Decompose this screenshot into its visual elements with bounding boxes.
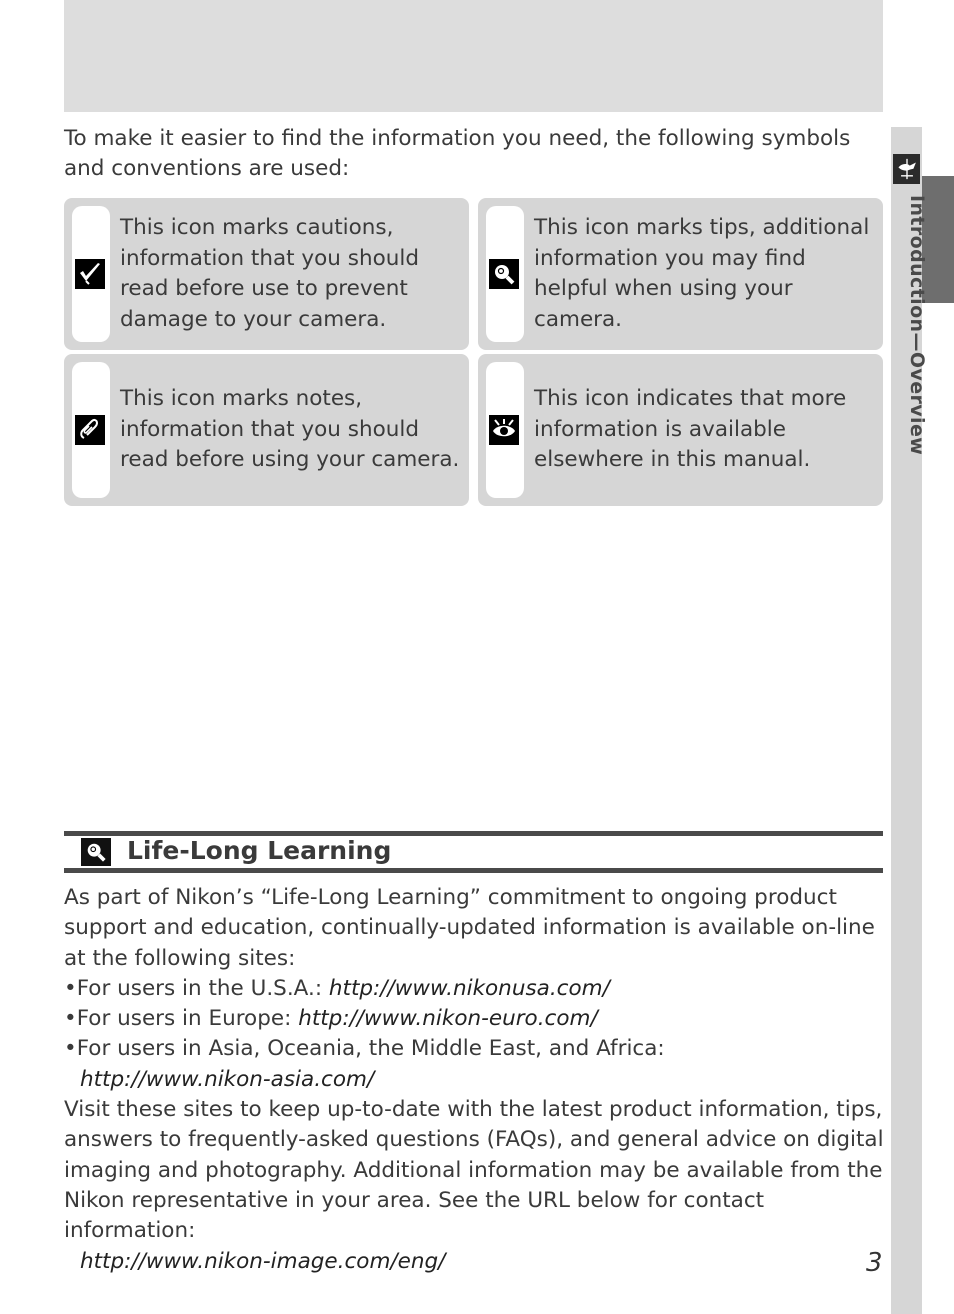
check-mark-icon <box>75 259 105 289</box>
bullet-label: For users in Asia, Oceania, the Middle East, and Africa: <box>76 1036 665 1062</box>
url-line <box>64 1247 884 1277</box>
intro-text: To make it easier to find the information you need, the following symbols and conventions are used: <box>64 126 851 181</box>
list-item: •For users in Asia, Oceania, the Middle East, and Africa: <box>64 1036 665 1062</box>
light-bulb-icon <box>81 838 111 866</box>
list-item: •For users in the U.S.A.: http://www.nikonusa.com/ <box>64 975 610 1001</box>
eye-icon <box>489 415 519 445</box>
memo-note-text: This icon marks notes, information that you should read before using your camera. <box>120 386 460 473</box>
chapter-label: Introduction—Overview <box>906 195 928 456</box>
asia-url-link[interactable]: http://www.nikon-asia.com/ <box>80 1066 375 1092</box>
page-number: 3 <box>866 1248 883 1278</box>
caution-note-card <box>64 198 469 350</box>
header-banner <box>64 0 883 112</box>
bullet-label: For users in Europe: <box>76 1006 292 1032</box>
list-item: •For users in Europe: http://www.nikon-euro.com/ <box>64 1006 598 1032</box>
memo-note-card <box>64 354 469 506</box>
caution-note-text: This icon marks cautions, information that you should read before use to prevent damage to your camera. <box>120 215 419 332</box>
tip-note-text: This icon marks tips, additional information you may find helpful when using your camera. <box>534 215 870 332</box>
bullet-label: For users in the U.S.A.: <box>76 975 323 1001</box>
section-body <box>64 883 884 1277</box>
pencil-icon <box>75 415 105 445</box>
weathervane-icon <box>893 154 920 184</box>
url-line <box>64 1065 884 1095</box>
usa-url-link[interactable]: http://www.nikonusa.com/ <box>328 975 610 1001</box>
reference-note-card <box>478 354 883 506</box>
contact-url-link[interactable]: http://www.nikon-image.com/eng/ <box>80 1248 446 1274</box>
section-title: Life-Long Learning <box>127 836 392 865</box>
section-paragraph: As part of Nikon’s “Life-Long Learning” commitment to ongoing product support and education, continually-updated information is available on-line at the following sites: <box>64 885 875 971</box>
light-bulb-icon <box>489 259 519 289</box>
tip-note-card <box>478 198 883 350</box>
section-rule-bottom <box>64 868 883 873</box>
reference-note-text: This icon indicates that more information is available elsewhere in this manual. <box>534 386 847 473</box>
europe-url-link[interactable]: http://www.nikon-euro.com/ <box>298 1006 598 1032</box>
section-paragraph: Visit these sites to keep up-to-date with the latest product information, tips, answers to frequently-asked questions (FAQs), and general advice on digital imaging and photography. Additional information may be available from the Nikon representative in your area. See the URL below for contact information: <box>64 1097 884 1244</box>
